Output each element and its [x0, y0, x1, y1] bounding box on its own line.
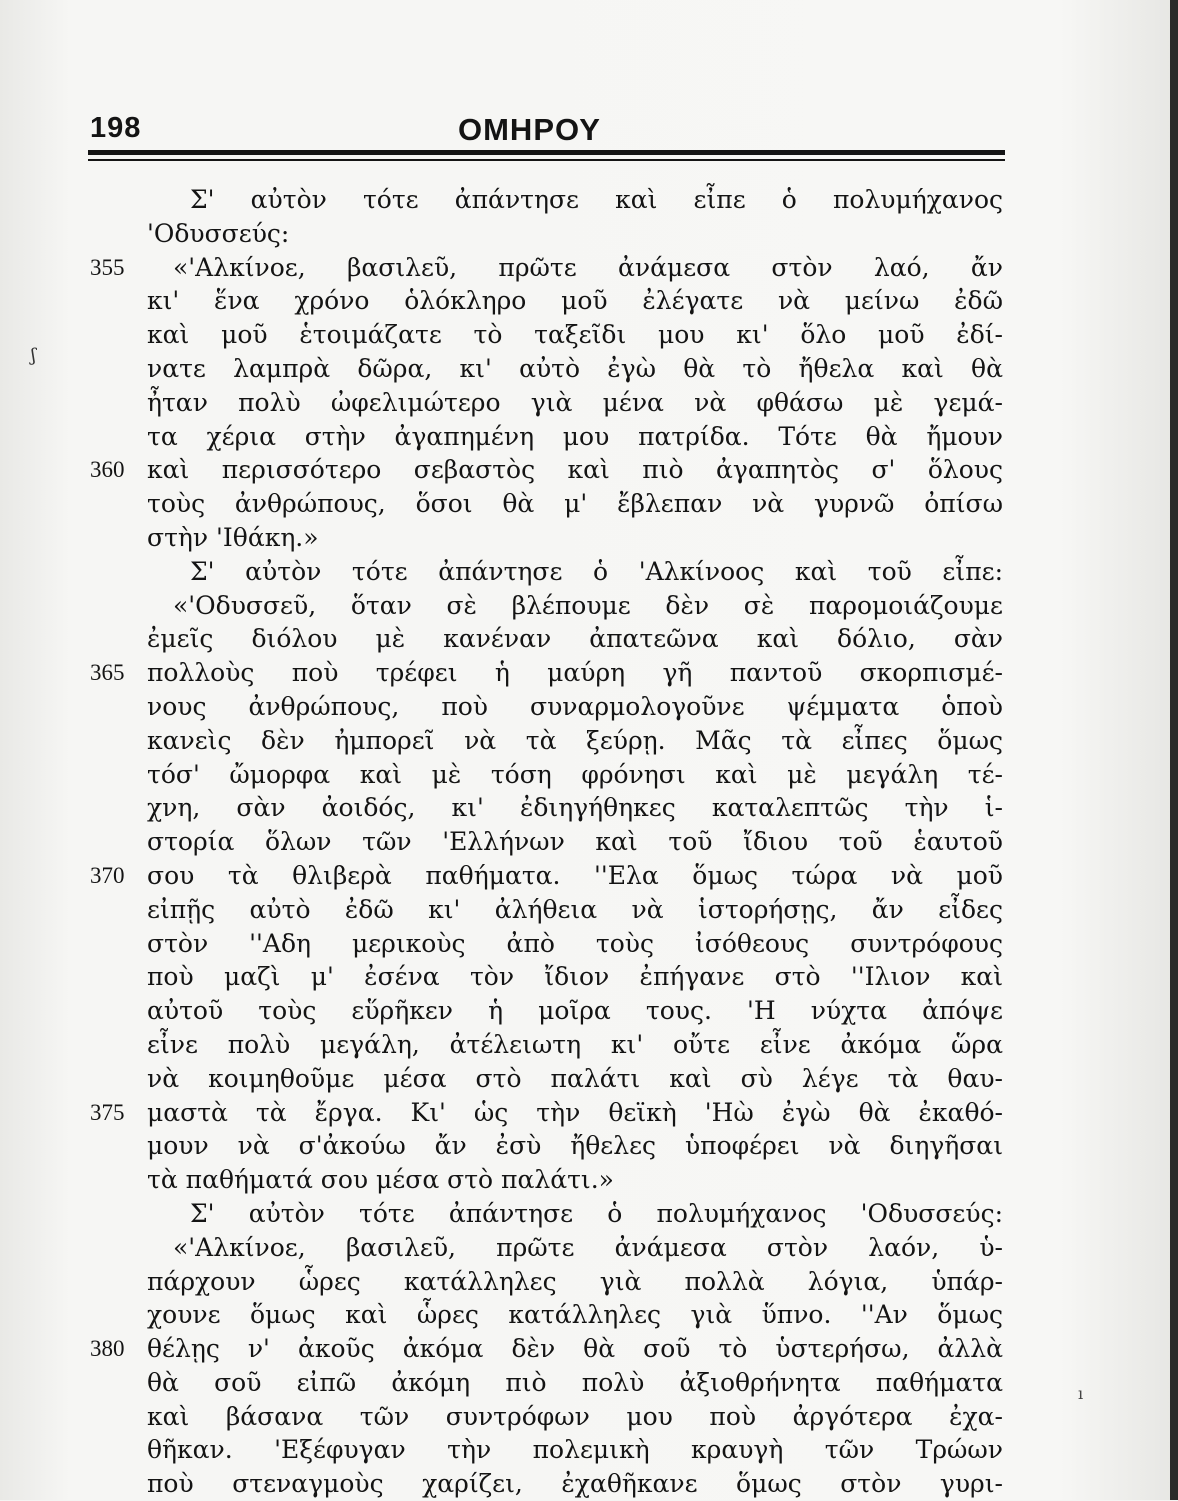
line-text: νὰ κοιμηθοῦμε μέσα στὸ παλάτι καὶ σὺ λέγε τὰ θαυ-	[147, 1063, 1003, 1093]
line-text: θὰ σοῦ εἰπῶ ἀκόμη πιὸ πολὺ ἀξιοθρήνητα παθήματα	[147, 1367, 1003, 1397]
line-number: 375	[90, 1099, 125, 1125]
line-text: κι' ἕνα χρόνο ὁλόκληρο μοῦ ἐλέγατε νὰ μείνω ἐδῶ	[147, 286, 1003, 316]
line-text: αὐτοῦ τοὺς εὕρῆκεν ἡ μοῖρα τους. 'Η νύχτα ἀπόψε	[147, 996, 1003, 1026]
text-line	[90, 589, 1010, 623]
line-text: «'Οδυσσεῦ, ὅταν σὲ βλέπουμε δὲν σὲ παρομοιάζουμε	[173, 590, 1003, 620]
line-text: νους ἀνθρώπους, ποὺ συναρμολογοῦνε ψέμματα ὁποὺ	[147, 691, 1003, 721]
line-text: καὶ μοῦ ἑτοιμάζατε τὸ ταξεῖδι μου κι' ὅλο μοῦ ἐδί-	[147, 320, 1003, 350]
running-title: ΟΜΗΡΟΥ	[458, 112, 601, 147]
text-line	[90, 1062, 1010, 1096]
line-text: πολλοὺς ποὺ τρέφει ἡ μαύρη γῆ παντοῦ σκορπισμέ-	[147, 658, 1003, 688]
text-line	[90, 1096, 1010, 1130]
line-number: 360	[90, 457, 125, 483]
text-line	[90, 386, 1010, 420]
text-line	[90, 994, 1010, 1028]
line-text: εἶνε πολὺ μεγάλη, ἀτέλειωτη κι' οὔτε εἶνε ἀκόμα ὥρα	[147, 1029, 1003, 1059]
page-header	[90, 112, 1005, 152]
text-line	[90, 1332, 1010, 1366]
line-text: καὶ περισσότερο σεβαστὸς καὶ πιὸ ἀγαπητὸς σ' ὅλους	[147, 455, 1003, 485]
text-line	[90, 656, 1010, 690]
text-line	[90, 318, 1010, 352]
text-line	[90, 1298, 1010, 1332]
text-line	[90, 1400, 1010, 1434]
text-line	[90, 453, 1010, 487]
line-text: τοὺς ἀνθρώπους, ὅσοι θὰ μ' ἔβλεπαν νὰ γυρνῶ ὀπίσω	[147, 489, 1003, 519]
text-line	[90, 893, 1010, 927]
header-rule-thick	[88, 150, 1005, 155]
text-line	[90, 859, 1010, 893]
text-line	[90, 217, 1010, 251]
body-text	[90, 183, 1010, 1501]
text-line	[90, 825, 1010, 859]
text-line	[90, 1467, 1010, 1501]
text-line	[90, 791, 1010, 825]
line-text: Σ' αὐτὸν τότε ἀπάντησε ὁ πολυμήχανος 'Οδυσσεύς:	[190, 1198, 1003, 1228]
text-line	[90, 1366, 1010, 1400]
text-line	[90, 927, 1010, 961]
line-text: χνη, σὰν ἀοιδός, κι' ἐδιηγήθηκες καταλεπτῶς τὴν ἱ-	[147, 793, 1003, 823]
text-line	[90, 758, 1010, 792]
line-text: θῆκαν. 'Εξέφυγαν τὴν πολεμικὴ κραυγὴ τῶν Τρώων	[147, 1435, 1003, 1465]
line-text: Σ' αὐτὸν τότε ἀπάντησε ὁ 'Αλκίνοος καὶ τοῦ εἶπε:	[190, 556, 1003, 586]
margin-mark: ʃ	[31, 345, 36, 366]
line-text: κανεὶς δὲν ἠμπορεῖ νὰ τὰ ξεύρῃ. Μᾶς τὰ εἶπες ὅμως	[147, 725, 1003, 755]
text-line	[90, 420, 1010, 454]
text-line	[90, 555, 1010, 589]
line-text: μαστὰ τὰ ἔργα. Κι' ὡς τὴν θεϊκὴ 'Ηὼ ἐγὼ θὰ ἐκαθό-	[147, 1097, 1003, 1127]
text-line	[90, 284, 1010, 318]
text-line	[90, 1265, 1010, 1299]
line-text: ποὺ μαζὶ μ' ἐσένα τὸν ἴδιον ἐπήγανε στὸ ''Ιλιον καὶ	[147, 962, 1003, 992]
text-line	[90, 1129, 1010, 1163]
line-text: τα χέρια στὴν ἀγαπημένη μου πατρίδα. Τότε θὰ ἤμουν	[147, 421, 1003, 451]
text-line	[90, 690, 1010, 724]
line-text: ποὺ στεναγμοὺς χαρίζει, ἐχαθῆκανε ὅμως στὸν γυρι-	[147, 1469, 1003, 1499]
text-line	[90, 1231, 1010, 1265]
line-text: τόσ' ὤμορφα καὶ μὲ τόση φρόνησι καὶ μὲ μεγάλη τέ-	[147, 759, 1003, 789]
line-text: μουν νὰ σ'ἀκούω ἄν ἐσὺ ἤθελες ὑποφέρει νὰ διηγῆσαι	[147, 1131, 1003, 1161]
line-text: ἦταν πολὺ ὠφελιμώτερο γιὰ μένα νὰ φθάσω μὲ γεμά-	[147, 387, 1003, 417]
line-text: χουνε ὅμως καὶ ὧρες κατάλληλες γιὰ ὕπνο. ''Αν ὅμως	[147, 1300, 1003, 1330]
text-line	[90, 1433, 1010, 1467]
line-text: πάρχουν ὧρες κατάλληλες γιὰ πολλὰ λόγια, ὑπάρ-	[147, 1266, 1003, 1296]
line-text: νατε λαμπρὰ δῶρα, κι' αὐτὸ ἐγὼ θὰ τὸ ἤθελα καὶ θὰ	[147, 353, 1003, 383]
text-line	[90, 622, 1010, 656]
line-text: στορία ὅλων τῶν 'Ελλήνων καὶ τοῦ ἴδιου τοῦ ἑαυτοῦ	[147, 827, 1003, 857]
text-line	[90, 183, 1010, 217]
text-line	[90, 521, 1010, 555]
line-text: «'Αλκίνοε, βασιλεῦ, πρῶτε ἀνάμεσα στὸν λαόν, ὑ-	[173, 1232, 1003, 1262]
text-line	[90, 251, 1010, 285]
line-number: 355	[90, 254, 125, 280]
header-rule-thin	[88, 159, 1005, 161]
line-text: 'Οδυσσεύς:	[147, 218, 290, 248]
line-text: στὴν 'Ιθάκη.»	[147, 522, 319, 552]
line-text: σου τὰ θλιβερὰ παθήματα. ''Ελα ὅμως τώρα νὰ μοῦ	[147, 860, 1003, 890]
page-number: 198	[90, 112, 142, 144]
text-line	[90, 1197, 1010, 1231]
line-text: θέλῃς ν' ἀκοῦς ἀκόμα δὲν θὰ σοῦ τὸ ὑστερήσω, ἀλλὰ	[147, 1334, 1003, 1364]
line-number: 370	[90, 862, 125, 888]
line-number: 365	[90, 660, 125, 686]
line-text: ἐμεῖς διόλου μὲ κανέναν ἀπατεῶνα καὶ δόλιο, σὰν	[147, 624, 1003, 654]
text-line	[90, 352, 1010, 386]
line-text: τὰ παθήματά σου μέσα στὸ παλάτι.»	[147, 1165, 614, 1195]
page-edge	[1170, 0, 1178, 1500]
text-line	[90, 724, 1010, 758]
line-text: Σ' αὐτὸν τότε ἀπάντησε καὶ εἶπε ὁ πολυμήχανος	[190, 185, 1003, 214]
line-number: 380	[90, 1336, 125, 1362]
text-line	[90, 1028, 1010, 1062]
line-text: στὸν ''Αδη μερικοὺς ἀπὸ τοὺς ἰσόθεους συντρόφους	[147, 928, 1003, 958]
line-text: «'Αλκίνοε, βασιλεῦ, πρῶτε ἀνάμεσα στὸν λαό, ἄν	[173, 252, 1003, 282]
text-line	[90, 960, 1010, 994]
margin-mark-right: ı	[1078, 1384, 1084, 1403]
text-line	[90, 487, 1010, 521]
line-text: εἰπῇς αὐτὸ ἐδῶ κι' ἀλήθεια νὰ ἱστορήσῃς, ἄν εἶδες	[147, 894, 1003, 924]
line-text: καὶ βάσανα τῶν συντρόφων μου ποὺ ἀργότερα ἐχα-	[147, 1401, 1003, 1431]
text-line	[90, 1163, 1010, 1197]
